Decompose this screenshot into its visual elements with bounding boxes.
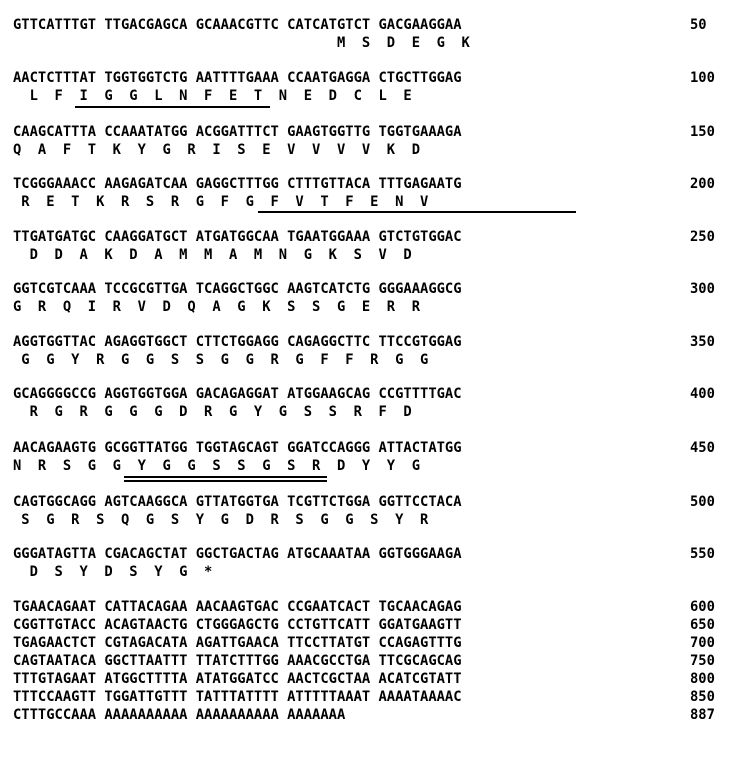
nucleotide-line: TGAACAGAAT CATTACAGAA AACAAGTGAC CCGAATCACT TGCAACAGAG <box>13 599 462 615</box>
position-number: 700 <box>690 635 715 651</box>
nucleotide-line: TTTCCAAGTT TGGATTGTTT TATTTATTTT ATTTTTAAAT AAAATAAAAC <box>13 689 462 705</box>
position-number: 150 <box>690 124 715 140</box>
nucleotide-line: AACAGAAGTG GCGGTTATGG TGGTAGCAGT GGATCCAGGG ATTACTATGG <box>13 440 462 456</box>
position-number: 50 <box>690 17 707 33</box>
nucleotide-line: TTTGTAGAAT ATGGCTTTTA ATATGGATCC AACTCGCTAA ACATCGTATT <box>13 671 462 687</box>
nucleotide-line: GGTCGTCAAA TCCGCGTTGA TCAGGCTGGC AAGTCATCTG GGGAAAGGCG <box>13 281 462 297</box>
nucleotide-line: GGGATAGTTA CGACAGCTAT GGCTGACTAG ATGCAAATAA GGTGGGAAGA <box>13 546 462 562</box>
amino-acid-line: G R Q I R V D Q A G K S S G E R R <box>13 299 421 315</box>
nucleotide-line: AGGTGGTTAC AGAGGTGGCT CTTCTGGAGG CAGAGGCTTC TTCCGTGGAG <box>13 334 462 350</box>
amino-acid-line: R G R G G G D R G Y G S S R F D <box>13 404 412 420</box>
nucleotide-line: CAAGCATTTA CCAAATATGG ACGGATTTCT GAAGTGGTTG TGGTGAAAGA <box>13 124 462 140</box>
position-number: 100 <box>690 70 715 86</box>
amino-acid-line: S G R S Q G S Y G D R S G G S Y R <box>13 512 429 528</box>
position-number: 450 <box>690 440 715 456</box>
nucleotide-line: TGAGAACTCT CGTAGACATA AGATTGAACA TTCCTTATGT CCAGAGTTTG <box>13 635 462 651</box>
position-number: 887 <box>690 707 715 723</box>
motif-double-underline-ggygg <box>124 476 327 482</box>
position-number: 750 <box>690 653 715 669</box>
position-number: 250 <box>690 229 715 245</box>
amino-acid-line: N R S G G Y G G S S G S R D Y Y G <box>13 458 421 474</box>
nucleotide-line: GTTCATTTGT TTGACGAGCA GCAAACGTTC CATCATGTCT GACGAAGGAA <box>13 17 462 33</box>
nucleotide-line: CAGTGGCAGG AGTCAAGGCA GTTATGGTGA TCGTTCTGGA GGTTCCTACA <box>13 494 462 510</box>
position-number: 400 <box>690 386 715 402</box>
amino-acid-line: D D A K D A M M A M N G K S V D <box>13 247 412 263</box>
position-number: 200 <box>690 176 715 192</box>
nucleotide-line: CAGTAATACA GGCTTAATTT TTATCTTTGG AAACGCCTGA TTCGCAGCAG <box>13 653 462 669</box>
nucleotide-line: GCAGGGGCCG AGGTGGTGGA GACAGAGGAT ATGGAAGCAG CCGTTTTGAC <box>13 386 462 402</box>
amino-acid-line: R E T K R S R G F G F V T F E N V <box>13 194 429 210</box>
amino-acid-line: M S D E G K <box>13 35 470 51</box>
nucleotide-line: CGGTTGTACC ACAGTAACTG CTGGGAGCTG CCTGTTCATT GGATGAAGTT <box>13 617 462 633</box>
position-number: 800 <box>690 671 715 687</box>
position-number: 350 <box>690 334 715 350</box>
amino-acid-line: Q A F T K Y G R I S E V V V V K D <box>13 142 421 158</box>
position-number: 650 <box>690 617 715 633</box>
motif-underline-figgl <box>75 106 270 108</box>
amino-acid-line: G G Y R G G S S G G R G F F R G G <box>13 352 429 368</box>
position-number: 600 <box>690 599 715 615</box>
position-number: 550 <box>690 546 715 562</box>
nucleotide-line: TTGATGATGC CAAGGATGCT ATGATGGCAA TGAATGGAAA GTCTGTGGAC <box>13 229 462 245</box>
nucleotide-line: AACTCTTTAT TGGTGGTCTG AATTTTGAAA CCAATGAGGA CTGCTTGGAG <box>13 70 462 86</box>
nucleotide-line: CTTTGCCAAA AAAAAAAAAA AAAAAAAAAA AAAAAAA <box>13 707 346 723</box>
position-number: 850 <box>690 689 715 705</box>
amino-acid-line: D S Y D S Y G * <box>13 564 213 580</box>
motif-underline-rgfgfvtf <box>258 211 576 213</box>
position-number: 300 <box>690 281 715 297</box>
position-number: 500 <box>690 494 715 510</box>
amino-acid-line: L F I G G L N F E T N E D C L E <box>13 88 412 104</box>
nucleotide-line: TCGGGAAACC AAGAGATCAA GAGGCTTTGG CTTTGTTACA TTTGAGAATG <box>13 176 462 192</box>
